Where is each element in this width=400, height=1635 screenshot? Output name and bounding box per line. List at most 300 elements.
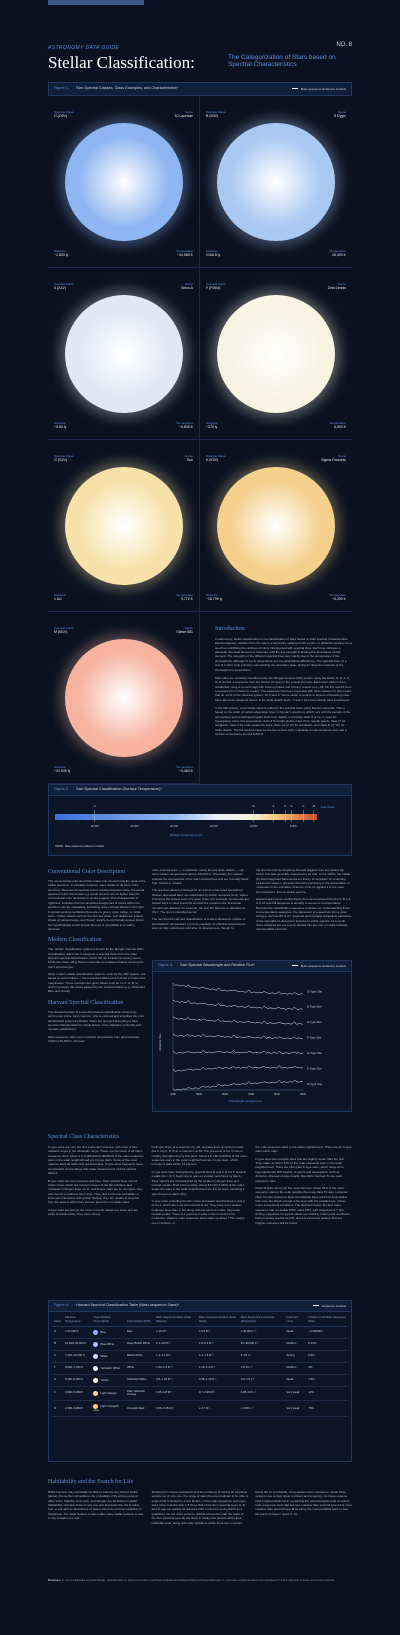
cell-text: 7.6% bbox=[308, 1377, 315, 1382]
table-row bbox=[52, 1401, 348, 1417]
table-cell bbox=[197, 1362, 239, 1374]
flux-series-line bbox=[173, 1050, 303, 1054]
table-cell bbox=[91, 1326, 125, 1338]
star-panel bbox=[200, 268, 352, 440]
spectral-columns bbox=[48, 1145, 352, 1225]
legend-swatch bbox=[292, 88, 298, 89]
cell-text: K bbox=[54, 1390, 56, 1395]
class-letter-label: K bbox=[302, 804, 305, 808]
col3-text-2: Harvard astronomer Cecilia Payne then demonstrated that the O-B-A-F-G-K-M spectral sequence is actually a sequence in temperature. Because the classification sequence predates our understanding that it is a temperature sequence, the placement of a spectrum into a given subtype, such as B3 or A7, depends upon (largely subjective) estimates of the strengths of absorption features in stellar spectra. As a result, these subtypes are not evenly divided into any sort of mathematically representable intervals. bbox=[256, 897, 352, 932]
figure2-label: Figure 2. bbox=[54, 787, 69, 792]
table-row bbox=[52, 1362, 348, 1374]
x-tick-label: 6000 bbox=[222, 1093, 228, 1096]
table-cell bbox=[239, 1374, 285, 1386]
cell-text: B bbox=[54, 1341, 56, 1346]
distance-value: ~8.60 ly bbox=[54, 425, 67, 430]
star-image bbox=[65, 123, 183, 241]
g-type-text-cont: the main-sequence stars in the solar neighborhood. There are 21 G-type stars within 10pc. bbox=[255, 1145, 352, 1154]
cell-text: 1.8–6.6 R☉ bbox=[198, 1341, 214, 1346]
habitability-section bbox=[48, 1478, 352, 1525]
page-subtitle: The Categorization of Stars based on Spectral Characteristics bbox=[228, 54, 336, 69]
x-tick-label: 7000 bbox=[248, 1093, 254, 1096]
cell-text: Light Orangish Red bbox=[93, 1404, 119, 1413]
modern-classification-text-1: The modern classification system is known as the Morgan-Keenan (MK) classification. Each star is assigned a spectral class (from the older Harvard spectral classification, which did not include luminosity) and a luminosity class using Roman numerals as explained below, forming the star's spectral type. bbox=[48, 947, 144, 969]
series-label: A-Type Star bbox=[307, 1020, 322, 1025]
class-cell bbox=[52, 1386, 63, 1401]
chromaticity-swatch bbox=[93, 1330, 98, 1335]
harvard-table bbox=[52, 1314, 348, 1417]
harvard-text-1: The Harvard system is a one-dimensional classification scheme by astronomer Annie Jump Cannon, who re-ordered and simplified the prior alphabetical system by Draper. Stars are grouped according to their spectral characteristics by single letters of the alphabet, optionally with numeric subdivisions. bbox=[48, 1009, 145, 1032]
table-cell bbox=[63, 1326, 91, 1338]
m-type-text: Class M stars are by far the most common. About 76% of the main-sequence stars in the solar neighborhood are class M stars. However, class M main-sequence stars (red dwarfs) have such low luminosities that none are bright enough to be seen with the unaided eye, unless under exceptional conditions. The brightest known M-class main-sequence star is Lacaille 8760, class M0V, with magnitude 6.7 (the limiting magnitude for typical naked-eye visibility under good conditions being typically quoted as 6.5), and it is extremely unlikely that any brighter examples will be found. bbox=[255, 1185, 350, 1225]
cell-text: ≤ 0.08 L☉ bbox=[240, 1405, 254, 1410]
spectral-col-3 bbox=[255, 1145, 352, 1225]
cell-text: ≥ 33,000 K bbox=[65, 1329, 79, 1334]
col2-text-2: The spectral classes O through M, as well as other more specialized classes discussed later, are subdivided by Arabic numerals (0–9), where 0 denotes the hottest stars of a given class. For example, A0 denotes the hottest stars in class A and A9 denotes the coolest ones. Fractional numbers are allowed; for example, the star Mu Normae is classified as O9.7. The Sun is classified as G2. bbox=[152, 888, 249, 915]
table-cell bbox=[197, 1338, 239, 1350]
cell-text: 1.4–2.1 M☉ bbox=[156, 1353, 172, 1358]
star-image bbox=[217, 467, 335, 585]
spectral-class-label: Spectral Class bbox=[54, 110, 74, 114]
table-row bbox=[52, 1374, 348, 1386]
spectral-flux-chart bbox=[153, 972, 351, 1110]
spectral-characteristics-section bbox=[48, 1133, 352, 1225]
table-cell bbox=[239, 1362, 285, 1374]
cell-text: 6,000–7,300 K bbox=[65, 1365, 84, 1370]
cell-text: Light Orange bbox=[100, 1391, 117, 1396]
temperature-tick-label: 5,000 bbox=[289, 825, 297, 828]
cell-text: Strong bbox=[286, 1353, 295, 1358]
figure4-legend bbox=[313, 1304, 346, 1308]
star-name-value: 8 Cygni bbox=[334, 114, 346, 118]
habitability-heading: Habitability and the Search for Life bbox=[48, 1479, 134, 1485]
star-name-value: Gliese 581 bbox=[176, 630, 193, 634]
k-type-text: K-type stars are orangish stars that are slightly cooler than the Sun. They make up about 12% of the main-sequence stars in the solar neighborhood. There are also giant K-type stars, which range from hypergiants like RW Cephei, to giants and supergiants, such as Arcturus, whereas orange dwarfs, like Alpha Centauri B, are main-sequence stars. bbox=[255, 1156, 345, 1183]
col2-text-3: The fact that the Harvard classification of a star indicated its surface or photospheric temperature (or more precisely, its effective temperature) was not fully understood until after its development, though by bbox=[152, 917, 246, 931]
class-letter-label: G bbox=[290, 804, 293, 808]
table-cell bbox=[284, 1338, 306, 1350]
table-header-cell: Fraction of All Main-Sequence Stars bbox=[306, 1314, 348, 1326]
flux-series-line bbox=[173, 1017, 303, 1024]
top-accent-bar bbox=[48, 0, 144, 5]
col2-text-1: more-evolved stars — in particular, newly formed white dwarfs — can have surface temperatures above 100,000 K. Physically, the classes indicate the temperature of the star's atmosphere and are normally listed from hottest to coldest. bbox=[152, 868, 249, 886]
cell-text: A bbox=[54, 1353, 56, 1358]
table-cell bbox=[306, 1350, 348, 1362]
distance-label: Distance bbox=[54, 420, 66, 425]
cell-text: ≤ 0.7 R☉ bbox=[198, 1405, 211, 1410]
spectral-col-1 bbox=[48, 1145, 145, 1225]
cell-text: 10,000–33,000 K bbox=[65, 1341, 87, 1346]
table-cell bbox=[63, 1401, 91, 1417]
chart-axes bbox=[173, 982, 303, 1090]
table-cell bbox=[239, 1350, 285, 1362]
temperature-value: ~34,580 K bbox=[176, 253, 193, 258]
spectral-class-value: O (O9V) bbox=[54, 114, 68, 118]
cell-text: 0.8–1.04 M☉ bbox=[156, 1377, 173, 1382]
cell-text: O bbox=[54, 1329, 57, 1334]
table-cell bbox=[125, 1350, 154, 1362]
temperature-tick-label: 20,000 bbox=[170, 825, 179, 828]
cell-text: 0.08–0.6 L☉ bbox=[240, 1390, 257, 1395]
figure3-ylabel: Relative Flux bbox=[158, 1033, 162, 1051]
cell-text: ~0.00003% bbox=[308, 1329, 323, 1334]
spectral-class-value: G (G2V) bbox=[54, 458, 68, 462]
spectral-class-value: K (K0V) bbox=[206, 458, 219, 462]
spectral-class-label: Spectral Class bbox=[54, 454, 74, 458]
temperature-value: ~9,845 K bbox=[178, 425, 193, 430]
flux-series-line bbox=[173, 1080, 303, 1090]
table-cell bbox=[91, 1362, 125, 1374]
temperature-tick-label: 25,000 bbox=[130, 825, 139, 828]
cell-text: Yellowish White bbox=[100, 1365, 120, 1370]
figure4-label: Figure 4. bbox=[54, 1303, 69, 1308]
cell-text: Yellow bbox=[100, 1377, 109, 1382]
table-cell bbox=[154, 1362, 197, 1374]
cell-text: ≥ 30,000 L☉ bbox=[240, 1329, 257, 1334]
table-header-row bbox=[52, 1314, 348, 1326]
cell-text: 0.08–0.45 M☉ bbox=[156, 1405, 175, 1410]
x-tick-label: 5000 bbox=[196, 1093, 202, 1096]
class-letter-label: B bbox=[252, 804, 255, 808]
cell-text: 0.13% bbox=[308, 1341, 317, 1346]
table-cell bbox=[239, 1338, 285, 1350]
cell-text: Yellowish White bbox=[127, 1377, 147, 1382]
table-cell bbox=[63, 1338, 91, 1350]
cell-text: 0.96–1.15 R☉ bbox=[198, 1377, 217, 1382]
table-cell bbox=[63, 1362, 91, 1374]
figure3-legend bbox=[292, 964, 346, 968]
star-name-label: Name bbox=[184, 110, 193, 114]
figure2-title: Star Spectral Classification (Surface Temperature)* bbox=[76, 787, 162, 792]
intro-paragraph-1: In astronomy, stellar classification is the classification of stars based on their spectral characteristics. Electromagnetic radiation from the star is analyzed by splitting it with a prism or diffraction grating into a spectrum exhibiting the rainbow of colors interspersed with spectral lines. Each line indicates a particular chemical element or molecule, with the line strength indicating the abundance of that element. The strengths of the different spectral lines vary mainly due to the temperature of the photosphere, although in some cases there are true abundance differences. The spectral class of a star is a short code primarily summarizing the ionization state, giving an objective measure of the photosphere's temperature. bbox=[215, 637, 353, 672]
temperature-value: 5,772 K bbox=[180, 597, 193, 602]
cell-text: Medium bbox=[286, 1365, 297, 1370]
cell-text: Weak bbox=[286, 1377, 294, 1382]
spectral-class-value: F (F0IIIa) bbox=[206, 286, 221, 290]
series-label: O-Type Star bbox=[307, 989, 323, 994]
star-class-label: Star Class bbox=[321, 805, 335, 809]
temperature-tick-label: 15,000 bbox=[209, 825, 218, 828]
cell-text: 1.4–1.8 R☉ bbox=[198, 1353, 214, 1358]
star-panel bbox=[200, 440, 352, 612]
modern-classification-heading: Modern Classification bbox=[48, 937, 102, 944]
table-header-cell: Vega-Relative Chromaticity bbox=[91, 1314, 125, 1326]
cell-text: Very weak bbox=[286, 1390, 300, 1395]
table-cell bbox=[125, 1338, 154, 1350]
cell-text: Pale Yellowish Orange bbox=[127, 1388, 145, 1397]
cell-text: 7,300–10,000 K bbox=[65, 1353, 85, 1358]
table-cell bbox=[306, 1401, 348, 1417]
class-cell bbox=[52, 1401, 63, 1417]
color-description-heading: Conventional Color Description bbox=[48, 869, 125, 875]
cell-text: 25–30,000 L☉ bbox=[240, 1341, 259, 1346]
cell-text: 0.6–1.5 L☉ bbox=[240, 1377, 255, 1382]
page-title: Stellar Classification: bbox=[48, 53, 195, 72]
table-cell bbox=[91, 1374, 125, 1386]
distance-value: ~274 ly bbox=[206, 425, 218, 430]
cell-text: Medium bbox=[286, 1341, 297, 1346]
class-cell bbox=[52, 1338, 63, 1350]
g-type-text: G-type stars, including the Sun, have prominent spectral lines H and K of Ca II, which are most pronounced at G2. They have even weaker hydrogen lines than F, but along with the ionized metals, they have neutral metals. There is a prominent spike in the G band of CN molecules. Class G main-sequence stars make up about 7.5%, nearly one in thirteen, of bbox=[151, 1198, 246, 1225]
table-cell bbox=[63, 1374, 91, 1386]
star-image bbox=[65, 639, 183, 757]
table-cell bbox=[284, 1386, 306, 1401]
cell-text: Very weak bbox=[286, 1405, 300, 1410]
temperature-tick-label: 10,000 bbox=[249, 825, 258, 828]
kicker: ASTRONOMY DATA GUIDE bbox=[48, 45, 120, 51]
cell-text: ≥ 6.6 R☉ bbox=[198, 1329, 211, 1334]
x-tick-label: 9000 bbox=[300, 1093, 306, 1096]
star-image bbox=[217, 295, 335, 413]
star-name-value: Sun bbox=[186, 458, 193, 462]
spectral-class-label: Spectral Class bbox=[206, 110, 226, 114]
table-header-cell: Class bbox=[52, 1314, 63, 1326]
cell-text: G bbox=[54, 1377, 57, 1382]
series-label: F-Type Star bbox=[307, 1035, 322, 1040]
class-cell bbox=[52, 1374, 63, 1386]
table-cell bbox=[306, 1374, 348, 1386]
spectral-col-2 bbox=[152, 1145, 249, 1225]
table-cell bbox=[284, 1362, 306, 1374]
table-cell bbox=[154, 1350, 197, 1362]
figure1-label: Figure 1. bbox=[54, 86, 69, 91]
spectral-class-value: M (M1V) bbox=[54, 630, 68, 634]
cell-text: 0.6% bbox=[308, 1353, 315, 1358]
distance-value: 2166.5 ly bbox=[206, 253, 221, 258]
x-tick-label: 4000 bbox=[170, 1093, 176, 1096]
table-cell bbox=[239, 1326, 285, 1338]
flux-series-line bbox=[173, 1065, 303, 1071]
legend-swatch bbox=[313, 1305, 319, 1306]
table-cell bbox=[91, 1401, 125, 1417]
modern-classification-text-2: Other modern stellar classification systems, such as the UBV system, are based on color indices — the measured differences in three or more color magnitudes. Those numbers are given labels such as 'U−V' or 'B−V', which represent the colors passed by two standard filters (e.g. Ultraviolet, Blue and Visual). bbox=[48, 972, 146, 994]
table-row bbox=[52, 1386, 348, 1401]
spectral-class-value: B (B3V) bbox=[206, 114, 219, 118]
figure4-caption bbox=[54, 1303, 179, 1308]
flux-series-line bbox=[173, 1034, 303, 1039]
spectral-class-label: Spectral Class bbox=[54, 282, 74, 286]
table-cell bbox=[154, 1338, 197, 1350]
table-cell bbox=[306, 1386, 348, 1401]
figure4-legend-text: Hottest to Coolest bbox=[322, 1303, 346, 1308]
table-cell bbox=[154, 1401, 197, 1417]
cell-text: 0.45–0.8 M☉ bbox=[156, 1390, 173, 1395]
figure4-title: Harvard Spectral Classification Table (Main-sequence Stars)* bbox=[76, 1303, 179, 1308]
table-cell bbox=[239, 1386, 285, 1401]
star-name-value: Sirius A bbox=[181, 286, 193, 290]
harvard-heading: Harvard Spectral Classification bbox=[48, 999, 124, 1006]
temperature-label: Temperature bbox=[176, 592, 193, 597]
class-cell bbox=[52, 1350, 63, 1362]
table-cell bbox=[125, 1326, 154, 1338]
table-cell bbox=[125, 1362, 154, 1374]
star-name-label: Name bbox=[337, 282, 346, 286]
table-cell bbox=[284, 1350, 306, 1362]
cell-text: White bbox=[127, 1365, 135, 1370]
temperature-value: 18,000 K bbox=[331, 253, 346, 258]
star-name-value: Zeta Leonis bbox=[327, 286, 346, 290]
distance-label: Distance bbox=[54, 592, 66, 597]
star-name-label: Name bbox=[337, 454, 346, 458]
chromaticity-swatch bbox=[93, 1342, 98, 1347]
cell-text: Blue bbox=[100, 1329, 107, 1334]
class-cell bbox=[52, 1362, 63, 1374]
class-letter-label: O bbox=[93, 804, 96, 808]
intro-section bbox=[215, 625, 352, 736]
cell-text: 12% bbox=[308, 1390, 314, 1395]
table-header-cell: Main-Sequence Radius (Solar Radii) bbox=[197, 1314, 239, 1326]
table-cell bbox=[154, 1326, 197, 1338]
sources-text: 1. en.m.wikipedia.org/wiki/Stellar_classification 2. skyserver.sdss.org/dr1/en/proj/advanced/spectraltypes/lineprofiles.asp 3. openstax.org/books/astronomy/pages/17-3-the-spectra-of-stars-and-brown-dwarfs bbox=[61, 1578, 335, 1582]
star-name-label: Name bbox=[337, 110, 346, 114]
distance-value: 1 AU bbox=[54, 597, 62, 602]
table-cell bbox=[197, 1350, 239, 1362]
table-row bbox=[52, 1350, 348, 1362]
table-cell bbox=[306, 1326, 348, 1338]
figure3-title: Star Spectral Wavelength and Relative Flux* bbox=[180, 963, 255, 968]
text-column-2 bbox=[152, 868, 250, 930]
text-column-1 bbox=[48, 868, 146, 1043]
issue-number: NO. 8 bbox=[336, 42, 352, 48]
habitability-col-2: Working from these constraints and the problems of having an empirical sample set of only one, the range of stars that are predicted to be able to support life is limited by a few factors. Of the main-sequence star types, stars more massive than 1.5 times that of the Sun (spectral types O, B, and A) age too quickly for advanced life to develop (using Earth as a guideline). On the other extreme, dwarfs of less than half the mass of the Sun (spectral type M) are likely to tidally lock planets within their habitable zone, along with other problems (while there are no known bbox=[151, 1490, 249, 1525]
habitability-col-1: While humans may eventually be able to colonize any kind of stellar habitat, this section will address the probability of life arising around other stars. Stability, luminosity, and lifespan are all factors in stellar habitability. Humans know of only one star that hosts life, the G-class Sun, a star with an abundance of heavy elements and low variability in brightness. The Solar System is also unlike many stellar systems in that it only contains one star. bbox=[48, 1490, 144, 1521]
figure3-legend-text: Main-sequence Hottest to Coolest bbox=[300, 963, 346, 968]
table-header-cell: Main-Sequence Luminosity (Bolometric) bbox=[239, 1314, 285, 1326]
star-name-value: Sigma Draconis bbox=[321, 458, 346, 462]
figure4-body bbox=[48, 1312, 352, 1462]
figure2-caption bbox=[54, 787, 162, 792]
figure2-header bbox=[48, 784, 352, 796]
series-label: B-Type Star bbox=[307, 1004, 322, 1009]
cell-text: 1.04–1.4 M☉ bbox=[156, 1365, 173, 1370]
temperature-value: 6,900 K bbox=[333, 425, 346, 430]
table-cell bbox=[284, 1401, 306, 1417]
temperature-label: Temperature bbox=[329, 420, 346, 425]
figure2-body bbox=[48, 796, 352, 856]
cell-text: 1.15–1.4 R☉ bbox=[198, 1365, 216, 1370]
table-cell bbox=[306, 1362, 348, 1374]
chromaticity-swatch bbox=[93, 1391, 98, 1396]
chromaticity-swatch bbox=[93, 1354, 98, 1359]
class-cell bbox=[52, 1326, 63, 1338]
legend-swatch bbox=[292, 965, 298, 966]
series-label: G-Type Star bbox=[307, 1050, 323, 1055]
cell-text: M bbox=[54, 1405, 57, 1410]
cell-text: Weak bbox=[286, 1329, 294, 1334]
table-header-cell: Chromaticity (D65) bbox=[125, 1314, 154, 1326]
table-cell bbox=[306, 1338, 348, 1350]
figure1-title: Star Spectral Classes, Class Examples, and Characteristics* bbox=[76, 86, 178, 91]
table-cell bbox=[63, 1386, 91, 1401]
figure1-caption bbox=[54, 86, 178, 91]
cell-text: White bbox=[100, 1353, 108, 1358]
temperature-label: Temperature bbox=[329, 248, 346, 253]
distance-label: Distance bbox=[206, 248, 218, 253]
table-row bbox=[52, 1338, 348, 1350]
table-header-cell: Effective Temperature bbox=[63, 1314, 91, 1326]
distance-label: Distance bbox=[206, 592, 218, 597]
figure3-body bbox=[152, 972, 352, 1112]
cell-text: 0.7–0.96 R☉ bbox=[198, 1390, 216, 1395]
table-cell bbox=[154, 1374, 197, 1386]
table-cell bbox=[125, 1386, 154, 1401]
star-panel bbox=[200, 96, 352, 268]
cell-text: Deep Bluish White bbox=[127, 1341, 151, 1346]
chromaticity-swatch bbox=[93, 1366, 98, 1371]
table-header-cell: Main-Sequence Mass (Solar Masses) bbox=[154, 1314, 197, 1326]
star-panel bbox=[48, 612, 200, 784]
f-type-text: F-type stars have strengthening spectral lines H and K of Ca II. Neutral metals (Fe I, Cr I) beginning to gain on ionized metal lines by late F. Their spectra are characterized by the weaker hydrogen lines and ionized metals. Their color is white. About 1 in 33 (3.03%) of the main-sequence stars in the solar neighborhood are F-type stars, including 1 star Procyon A within 20 ly. bbox=[151, 1169, 246, 1196]
temperature-label: Temperature bbox=[176, 420, 193, 425]
table-cell bbox=[125, 1401, 154, 1417]
spectral-class-label: Spectral Class bbox=[54, 626, 74, 630]
habitability-columns bbox=[48, 1490, 352, 1525]
table-cell bbox=[197, 1401, 239, 1417]
star-name-value: 10 Lacertae bbox=[174, 114, 193, 118]
habitability-col-3: facing life on red dwarfs, many astronomers continue to model these systems due to their sheer numbers and longevity). As these reasons held a higher likelihood in supporting life, astrobiologists tend to search main-sequence stars that are less massive than spectral type A but more massive than spectral type M as being the most probable stars to host life (each of class F types G, K). bbox=[255, 1490, 352, 1516]
figure4-header bbox=[48, 1300, 352, 1312]
table-header-cell: Hydrogen Lines bbox=[284, 1314, 306, 1326]
table-cell bbox=[197, 1326, 239, 1338]
figure1-header bbox=[48, 82, 352, 96]
color-description-text: The conventional color description takes into account only the peak of the stellar spectrum. In actuality, however, stars radiate in all parts of the spectrum. Because all spectral colors combined appear white, the actual apparent colors the human eye would observe are far lighter than the conventional color descriptions would suggest. This characteristic of 'lightness' indicates that the simplified assignment of colors within the spectrum can be misleading. Excluding color-contrast effects in dim light, in typical viewing conditions there are no green, cyan, indigo, or violet stars. 'Yellow' dwarfs such as the Sun are white, 'red' dwarfs are a deep shade of yellow/orange, and 'brown' dwarfs do not literally appear brown, but hypothetically would appear dim red or grey/black to a nearby observer. bbox=[48, 879, 146, 931]
intro-paragraph-3: In the MK system, a luminosity class is added to the spectral class using Roman numerals. This is based on the width of certain absorption lines in the star's spectrum, which vary with the density of the atmosphere and so distinguish giant stars from dwarfs. Luminosity class 0 or Ia+ is used for hypergiants, class I for supergiants, class II for bright giants, class III for regular giants, class IV for subgiants, class V for main-sequence stars, class sd (or VI) for subdwarfs, and class D (or VII) for white dwarfs. The full spectral class for the Sun is then G2V, indicating a main-sequence star with a surface temperature around 5,800 K. bbox=[215, 705, 351, 736]
text-column-3 bbox=[256, 868, 352, 932]
star-panel bbox=[48, 440, 200, 612]
star-image bbox=[65, 467, 183, 585]
star-panel bbox=[48, 96, 200, 268]
table-cell bbox=[197, 1386, 239, 1401]
sources-label: Sources: bbox=[48, 1578, 61, 1582]
table-cell bbox=[91, 1350, 125, 1362]
cell-text: 5,300–6,000 K bbox=[65, 1377, 84, 1382]
temperature-tick-label: 30,000 bbox=[90, 825, 99, 828]
temperature-value: ~3,484 K bbox=[178, 769, 193, 774]
cell-text: F bbox=[54, 1365, 56, 1370]
star-name-label: Name bbox=[184, 454, 193, 458]
intro-heading: Introduction bbox=[215, 626, 245, 632]
spectral-class-label: Spectral Class bbox=[206, 454, 226, 458]
temperature-value: ~5,200 K bbox=[331, 597, 346, 602]
cell-text: 76% bbox=[308, 1405, 314, 1410]
spectral-characteristics-heading: Spectral Class Characteristics bbox=[48, 1134, 120, 1140]
figure2-legend-text: Main-sequence Hottest to Coolest bbox=[65, 845, 105, 848]
table-cell bbox=[154, 1386, 197, 1401]
a-type-text-cont: hydrogen lines, at a maximum by A0, and also lines of ionized metals (Fe II, Mg II, Si II) at a maximum at A5. The presence of Ca II lines is notably strengthening by this point. About 1 in 160 (0.625%) of the main-sequence stars in the solar neighborhood are A-type stars, which includes 9 stars within 15 parsecs. bbox=[151, 1145, 248, 1167]
distance-label: Distance bbox=[54, 248, 66, 253]
class-letter-label: A bbox=[272, 804, 275, 808]
star-image bbox=[217, 123, 335, 241]
b-type-text: B-type stars are very luminous and blue. Their spectra have neutral helium lines, which are most prominent at the B2 subclass, and moderate hydrogen lines. As O- and B-type stars are so energetic, they only live for a relatively short time. Thus, due to the low probability of kinematic interaction during their lifetime, they are unable to stray far from the area in which they formed, apart from runaway stars. bbox=[48, 1178, 143, 1205]
series-label: K-Type Star bbox=[307, 1066, 322, 1071]
class-letter-label: M bbox=[312, 804, 316, 808]
table-row bbox=[52, 1326, 348, 1338]
table-cell bbox=[91, 1338, 125, 1350]
cell-text: Blue-White bbox=[100, 1341, 115, 1346]
figure3-xlabel: Wavelength (Angstroms) bbox=[228, 1099, 262, 1103]
class-letter-label: F bbox=[284, 804, 287, 808]
temperature-scale-chart bbox=[49, 796, 351, 854]
cell-text: Bluish White bbox=[127, 1353, 143, 1358]
star-panel bbox=[48, 268, 200, 440]
star-name-label: Name bbox=[184, 282, 193, 286]
cell-text: 1.5–5 L☉ bbox=[240, 1365, 253, 1370]
distance-value: ~18.799 ly bbox=[206, 597, 223, 602]
flux-series-line bbox=[173, 983, 303, 995]
distance-value: ~1,800 ly bbox=[54, 253, 69, 258]
temperature-gradient-bar bbox=[55, 814, 317, 820]
cell-text: Blue bbox=[127, 1329, 133, 1334]
